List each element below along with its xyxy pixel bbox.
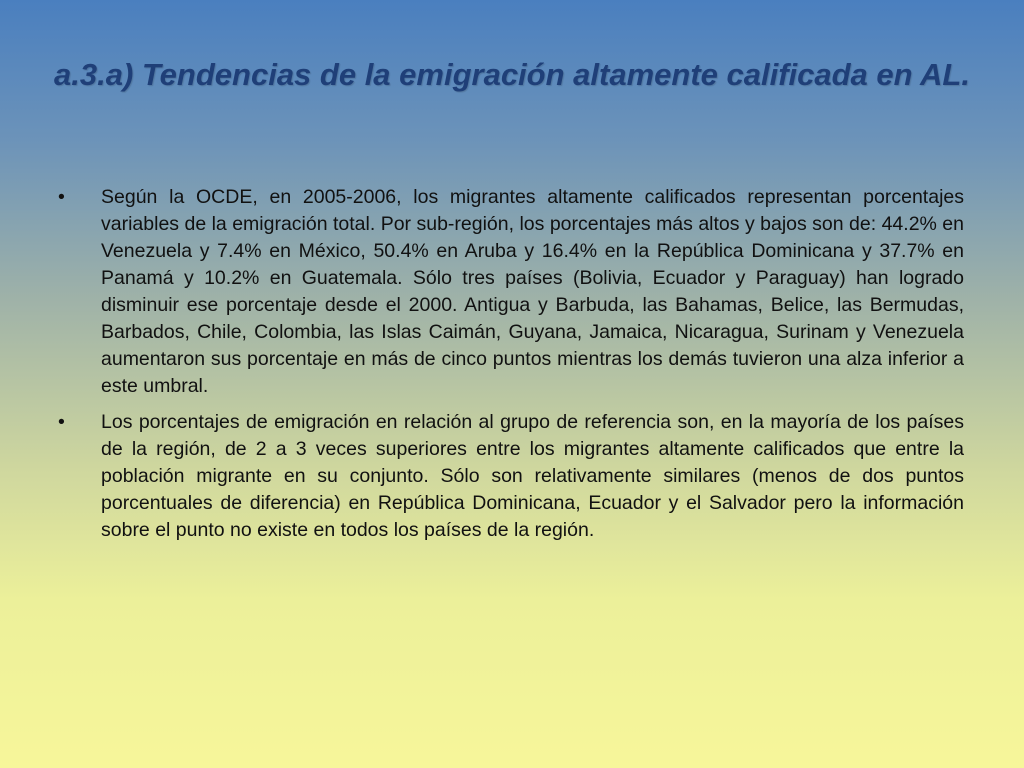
bullet-text: Los porcentajes de emigración en relación al grupo de referencia son, en la mayoría de los países de la región, de 2 a 3 veces superiores entre los migrantes altamente calificados que entre la población migrante en su conjunto. Sólo son relativamente similares (menos de dos puntos porcentuales de diferencia) en República Dominicana, Ecuador y el Salvador pero la información sobre el punto no existe en todos los países de la región. bbox=[101, 411, 964, 541]
bullet-text: Según la OCDE, en 2005-2006, los migrantes altamente calificados representan porcentajes variables de la emigración total. Por sub-región, los porcentajes más altos y bajos son de: 44.2% en Venezuela y 7.4% en México, 50.4% en Aruba y 16.4% en la República Dominicana y 37.7% en Panamá y 10.2% en Guatemala. Sólo tres países (Bolivia, Ecuador y Paraguay) han logrado disminuir ese porcentaje desde el 2000. Antigua y Barbuda, las Bahamas, Belice, las Bermudas, Barbados, Chile, Colombia, las Islas Caimán, Guyana, Jamaica, Nicaragua, Surinam y Venezuela aumentaron sus porcentaje en más de cinco puntos mientras los demás tuvieron una alza inferior a este umbral. bbox=[101, 186, 964, 397]
bullet-item bbox=[58, 409, 964, 544]
bullet-icon: • bbox=[58, 186, 65, 208]
slide-title: a.3.a) Tendencias de la emigración altamente calificada en AL. bbox=[54, 56, 970, 92]
bullet-item bbox=[58, 184, 964, 400]
bullet-icon: • bbox=[58, 411, 65, 433]
bullet-list bbox=[58, 184, 964, 553]
